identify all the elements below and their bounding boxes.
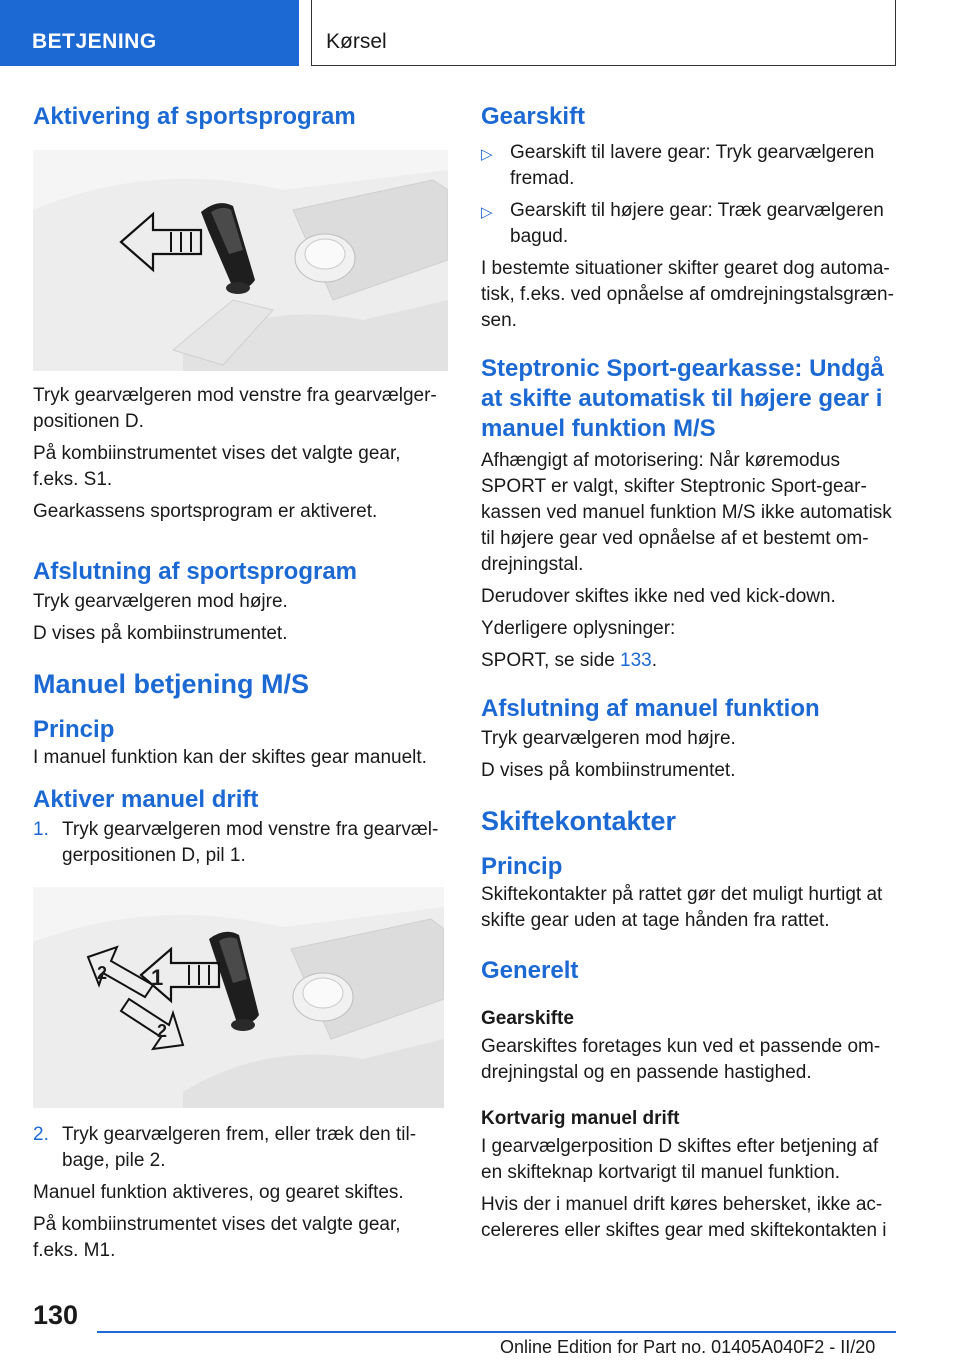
bullet-triangle-icon: ▷ [481, 146, 493, 163]
heading-shift-paddles: Skiftekontakter [481, 806, 677, 836]
paragraph: I manuel funktion kan der skiftes gear manuelt. [33, 747, 427, 768]
subheading-gearshifts: Gearskifte [481, 1008, 574, 1029]
chapter-title: Kørsel [311, 0, 896, 66]
see-page-suffix: . [651, 650, 658, 671]
paragraph: Tryk gearvælgeren mod venstre fra gearvælger-positionen D. [33, 385, 437, 432]
paragraph: Tryk gearvælgeren mod højre. [481, 728, 736, 749]
list-item [481, 198, 896, 250]
arrow-label-1: 1 [151, 965, 164, 990]
list-number: 1. [33, 819, 49, 840]
heading-principle: Princip [33, 716, 115, 743]
paragraph: På kombiinstrumentet vises det valgte gear, f.eks. M1. [33, 1214, 401, 1261]
gear-selector-photo-2 [33, 887, 444, 1108]
heading-end-manual: Afslutning af manuel funktion [481, 695, 820, 722]
paragraph: Yderligere oplysninger: [481, 618, 676, 639]
list-item [481, 140, 896, 192]
heading-gearshift: Gearskift [481, 103, 586, 130]
list-item [33, 817, 448, 869]
paragraph: Gearskiftes foretages kun ved et passende om-drejningstal og en passende hastighed. [481, 1036, 881, 1083]
list-text: Gearskift til højere gear: Træk gearvælgeren bagud. [510, 200, 884, 247]
list-text: Tryk gearvælgeren mod venstre fra gearvæl-gerpositionen D, pil 1. [62, 819, 439, 866]
heading-end-sport: Afslutning af sportsprogram [33, 558, 358, 585]
page-number: 130 [33, 1300, 79, 1330]
gear-lever-arrows-illustration [33, 887, 444, 1108]
paragraph: Skiftekontakter på rattet gør det muligt hurtigt at skifte gear uden at tage hånden fra rattet. [481, 884, 883, 931]
arrow-label-2-bottom: 2 [157, 1021, 168, 1041]
paragraph [481, 648, 896, 674]
paragraph: Derudover skiftes ikke ned ved kick-down. [481, 586, 836, 607]
list-item [33, 1122, 448, 1174]
page-link[interactable]: 133 [620, 650, 652, 671]
paragraph: Afhængigt af motorisering: Når køremodus SPORT er valgt, skifter Steptronic Sport-gear-kassen ved manuel funktion M/S ikke automatisk til højere gear ved opnåelse af et bestemt om-drejningstal. [481, 450, 892, 575]
paragraph: I gearvælgerposition D skiftes efter betjening af en skifteknap kortvarigt til manuel funktion. [481, 1136, 879, 1183]
heading-activate-manual: Aktiver manuel drift [33, 786, 259, 813]
footer-divider [97, 1331, 896, 1333]
paragraph: Gearkassens sportsprogram er aktiveret. [33, 501, 378, 522]
bullet-triangle-icon: ▷ [481, 204, 493, 221]
heading-steptronic: Steptronic Sport-gearkasse: Undgå at skifte automatisk til højere gear i manuel funktion M/S [481, 355, 884, 442]
list-text: Gearskift til lavere gear: Tryk gearvælgeren fremad. [510, 142, 875, 189]
paragraph: Hvis der i manuel drift køres behersket, ikke ac-celereres eller skiftes gear med skiftekontakten i [481, 1194, 887, 1241]
see-page-prefix: SPORT, se side [481, 650, 621, 671]
gear-selector-photo-1 [33, 150, 448, 371]
paragraph: På kombiinstrumentet vises det valgte gear, f.eks. S1. [33, 443, 401, 490]
paragraph: D vises på kombiinstrumentet. [33, 623, 288, 644]
list-text: Tryk gearvælgeren frem, eller træk den til-bage, pile 2. [62, 1124, 417, 1171]
heading-sport-activation: Aktivering af sportsprogram [33, 103, 356, 130]
paragraph: Tryk gearvælgeren mod højre. [33, 591, 288, 612]
paragraph: I bestemte situationer skifter gearet dog automa-tisk, f.eks. ved opnåelse af omdrejningstalsgræn-sen. [481, 258, 894, 331]
right-column [481, 96, 896, 1244]
gear-lever-illustration [33, 150, 448, 371]
paragraph: D vises på kombiinstrumentet. [481, 760, 736, 781]
heading-general: Generelt [481, 957, 579, 984]
arrow-label-2-top: 2 [97, 963, 108, 983]
heading-manual-operation: Manuel betjening M/S [33, 669, 310, 699]
subheading-short-manual: Kortvarig manuel drift [481, 1108, 680, 1129]
paragraph: Manuel funktion aktiveres, og gearet skiftes. [33, 1182, 404, 1203]
heading-principle: Princip [481, 853, 563, 880]
list-number: 2. [33, 1124, 49, 1145]
edition-note: Online Edition for Part no. 01405A040F2 - II/20 [500, 1337, 876, 1357]
left-column [33, 96, 448, 1264]
section-tab: BETJENING [0, 0, 299, 66]
